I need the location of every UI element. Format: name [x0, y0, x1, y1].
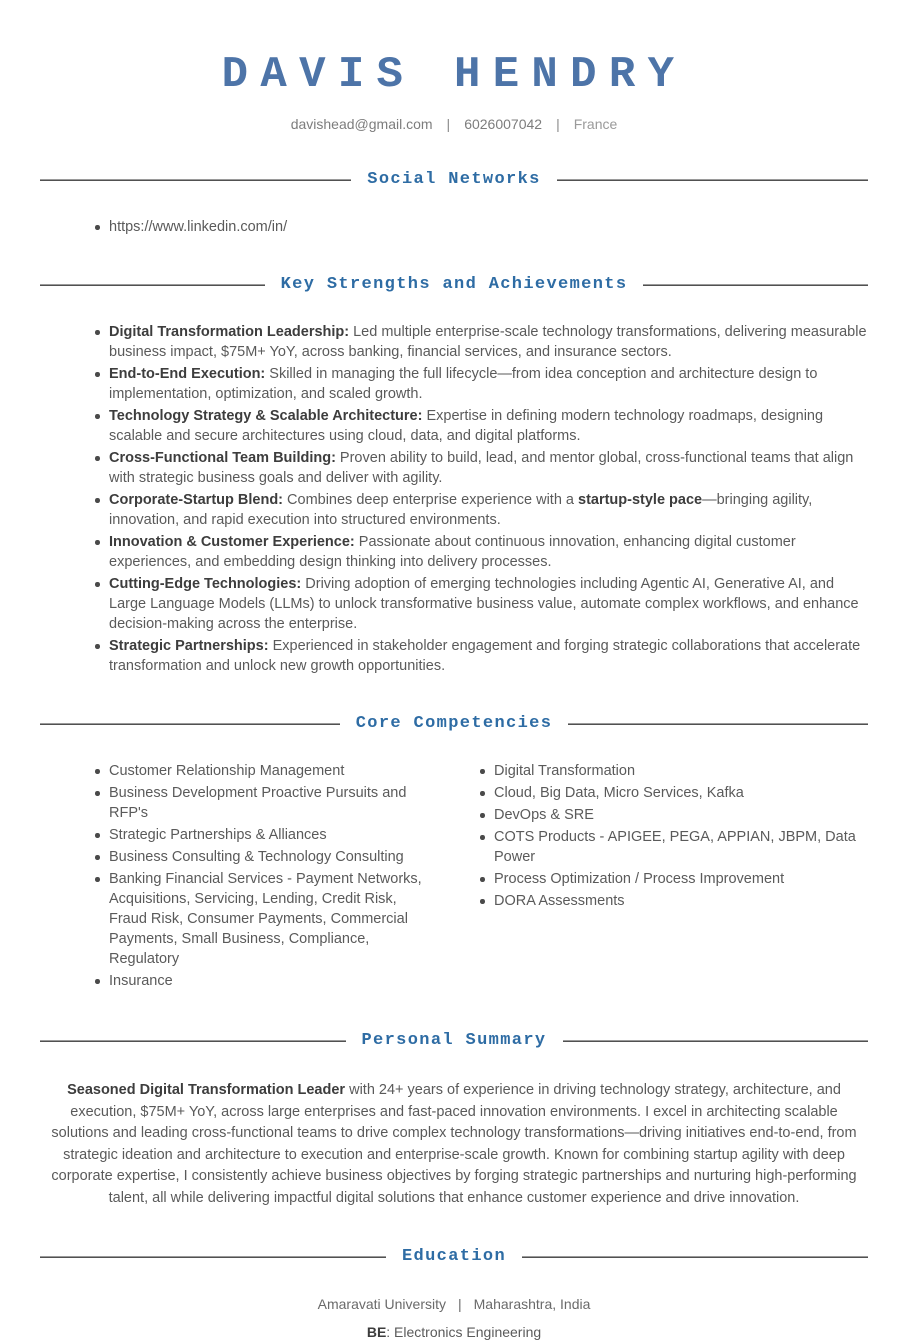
education-location: Maharashtra, India [473, 1296, 591, 1312]
divider-line [568, 723, 868, 725]
divider-line [40, 179, 351, 181]
divider-line [40, 1040, 346, 1042]
section-header [40, 170, 868, 189]
email-text: davishead@gmail.com [290, 116, 433, 132]
divider-line [522, 1256, 868, 1258]
competency-item: COTS Products - APIGEE, PEGA, APPIAN, JBPM, Data Power [480, 827, 868, 867]
education-institution-line [40, 1296, 868, 1312]
section-header [40, 1031, 868, 1050]
bold-text-run: Technology Strategy & Scalable Architecture: [109, 408, 423, 424]
bold-text-run: Seasoned Digital Transformation Leader [67, 1082, 346, 1098]
section-header [40, 1247, 868, 1266]
bold-text-run: startup-style pace [578, 492, 703, 508]
text-run: Skilled in managing the full lifecycle—from idea conception and architecture design to implementation, optimization, and scaled growth. [109, 366, 818, 402]
competencies-left-list [95, 761, 454, 991]
person-name: DAVIS HENDRY [221, 50, 687, 100]
text-run: —bringing agility, innovation, and rapid execution into structured environments. [109, 492, 813, 528]
section-title-education: Education [401, 1247, 507, 1266]
strength-item [95, 532, 868, 572]
divider-line [40, 1256, 386, 1258]
location-text: France [573, 116, 618, 132]
text-run: with 24+ years of experience in driving technology strategy, architecture, and execution, $75M+ YoY, across large enterprises and fast-paced innovation environments. I excel in architecting scalable solutions and leading cross-functional teams to drive complex technology transformations—driving initiatives end-to-end, from strategic ideation and architecture to execution and enterprise-scale growth. Known for combining startup agility with deep corporate expertise, I consistently achieve business objectives by forging strategic partnerships and nurturing high-performing talent, all while delivering impactful digital solutions that enhance customer experience and drive innovation. [51, 1082, 857, 1206]
section-personal-summary [40, 1031, 868, 1209]
strength-item [95, 406, 868, 446]
phone-text: 6026007042 [464, 116, 543, 132]
bold-text-run: End-to-End Execution: [109, 366, 266, 382]
text-run: Proven ability to build, lead, and mentor global, cross-functional teams that align with strategic business goals and deliver with agility. [109, 450, 854, 486]
competencies-columns [40, 733, 868, 993]
divider-line [40, 284, 265, 286]
education-institution: Amaravati University [317, 1296, 446, 1312]
strength-item [95, 364, 868, 404]
contact-separator: | [556, 116, 560, 132]
text-run: Experienced in stakeholder engagement and forging strategic collaborations that accelerate transformation and unlock new growth opportunities. [109, 638, 861, 674]
section-title-social-networks: Social Networks [367, 170, 541, 189]
strength-item [95, 490, 868, 530]
strength-item [95, 448, 868, 488]
bold-text-run: Digital Transformation Leadership: [109, 324, 350, 340]
competency-item: Customer Relationship Management [95, 761, 424, 781]
social-links-list [95, 217, 868, 237]
text-run: Driving adoption of emerging technologies including Agentic AI, Generative AI, and Large Language Models (LLMs) to unlock transformative business value, automate complex workflows, and enhance decision-making across the enterprise. [109, 576, 859, 632]
competency-item: Strategic Partnerships & Alliances [95, 825, 424, 845]
competencies-left-column [40, 733, 454, 993]
bold-text-run: Cutting-Edge Technologies: [109, 576, 302, 592]
text-run: : Electronics Engineering [386, 1324, 542, 1340]
competency-item: Banking Financial Services - Payment Networks, Acquisitions, Servicing, Lending, Credit Risk, Fraud Risk, Consumer Payments, Commercial Payments, Small Business, Compliance, Regulatory [95, 869, 424, 969]
bold-text-run: Strategic Partnerships: [109, 638, 269, 654]
competencies-right-column [454, 733, 868, 993]
competency-item: DevOps & SRE [480, 805, 868, 825]
bold-text-run: Corporate-Startup Blend: [109, 492, 283, 508]
divider-line [563, 1040, 869, 1042]
competency-item: DORA Assessments [480, 891, 868, 911]
text-run: Passionate about continuous innovation, enhancing digital customer experiences, and embedding design thinking into delivery processes. [109, 534, 796, 570]
education-separator: | [458, 1296, 462, 1312]
bold-text-run: Innovation & Customer Experience: [109, 534, 355, 550]
competency-item: Business Consulting & Technology Consulting [95, 847, 424, 867]
bold-text-run: Cross-Functional Team Building: [109, 450, 336, 466]
strength-item [95, 322, 868, 362]
section-title-core-competencies: Core Competencies [355, 714, 553, 733]
competency-item: Cloud, Big Data, Micro Services, Kafka [480, 783, 868, 803]
strengths-list [95, 322, 868, 676]
divider-line [40, 723, 340, 725]
section-header [40, 275, 868, 294]
personal-summary-paragraph [40, 1080, 868, 1209]
contact-line [40, 116, 868, 132]
section-core-competencies [40, 714, 868, 993]
competency-item: Process Optimization / Process Improvement [480, 869, 868, 889]
competency-item: Business Development Proactive Pursuits and RFP's [95, 783, 424, 823]
contact-separator: | [446, 116, 451, 132]
text-run: Combines deep enterprise experience with a [283, 492, 578, 508]
section-title-key-strengths: Key Strengths and Achievements [280, 275, 628, 294]
section-key-strengths [40, 275, 868, 676]
competency-item: Digital Transformation [480, 761, 868, 781]
section-education [40, 1247, 868, 1340]
text-run: Expertise in defining modern technology roadmaps, designing scalable and secure architectures using cloud, data, and digital platforms. [109, 408, 824, 444]
section-header [40, 714, 868, 733]
linkedin-link[interactable]: https://www.linkedin.com/in/ [95, 217, 868, 237]
strength-item [95, 574, 868, 634]
education-degree [40, 1324, 868, 1340]
text-run: Led multiple enterprise-scale technology transformations, delivering measurable business impact, $75M+ YoY, across banking, financial services, and insurance sectors. [109, 324, 867, 360]
bold-text-run: BE [366, 1324, 387, 1340]
divider-line [643, 284, 868, 286]
strength-item [95, 636, 868, 676]
section-social-networks [40, 170, 868, 237]
competencies-right-list [480, 761, 868, 911]
section-title-personal-summary: Personal Summary [361, 1031, 547, 1050]
competency-item: Insurance [95, 971, 424, 991]
divider-line [557, 179, 868, 181]
